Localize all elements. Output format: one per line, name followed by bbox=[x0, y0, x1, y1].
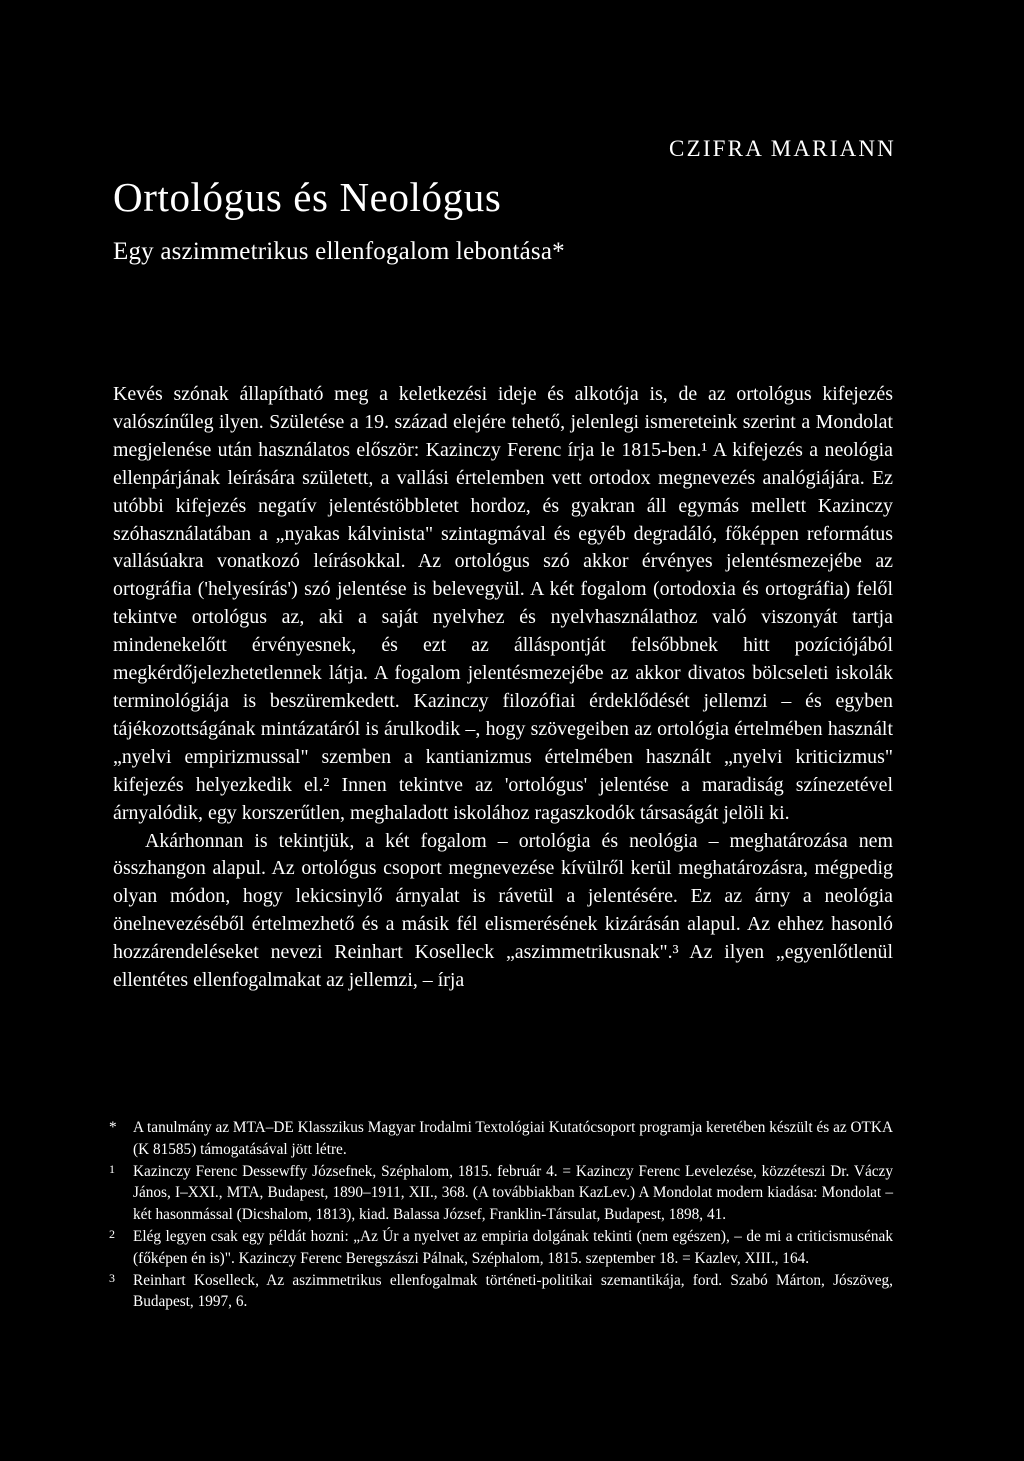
footnote-text: Reinhart Koselleck, Az aszimmetrikus ellenfogalmak történeti-politikai szemantikája, ford. Szabó Márton, Jószöveg, Budapest, 1997, 6. bbox=[133, 1271, 893, 1311]
footnote-item bbox=[109, 1161, 893, 1226]
footnote-mark: 1 bbox=[109, 1161, 115, 1176]
body-paragraph: Akárhonnan is tekintjük, a két fogalom – ortológia és neológia – meghatározása nem összhangon alapul. Az ortológus csoport megnevezése kívülről kerül meghatározásra, mégpedig olyan módon, hogy lekicsinylő árnyalat is rávetül a jelentésére. Ez az árny a neológia önelnevezéséből értelmezhető és a másik fél elismerésének kizárásán alapul. Az ehhez hasonló hozzárendeléseket nevezi Reinhart Koselleck „aszimmetrikusnak".³ Az ilyen „egyenlőtlenül ellentétes ellenfogalmakat az jellemzi, – írja bbox=[113, 829, 893, 992]
footnote-item bbox=[109, 1226, 893, 1270]
footnote-text: Elég legyen csak egy példát hozni: „Az Úr a nyelvet az empiria dolgának tekinti (nem egészen), – de mi a criticismusénak (főképen én is)". Kazinczy Ferenc Beregszászi Pálnak, Széphalom, 1815. szeptember 18. = Kazlev, XIII., 164. bbox=[133, 1227, 893, 1267]
footnote-item bbox=[109, 1117, 893, 1161]
article-body bbox=[113, 381, 893, 995]
body-paragraph: Kevés szónak állapítható meg a keletkezési ideje és alkotója is, de az ortológus kifejezés valószínűleg ilyen. Születése a 19. század elejére tehető, jelenlegi ismereteink szerint a Mondolat megjelenése után használatos először: Kazinczy Ferenc írja le 1815-ben.¹ A kifejezés a neológia ellenpárjának leírására született, a vallási értelemben vett ortodox megnevezés analógiájára. Ez utóbbi kifejezés negatív jelentéstöbbletet hordoz, és gyakran áll egymás mellett Kazinczy szóhasználatában a „nyakas kálvinista" szintagmával és egyéb degradáló, főképpen református vallásúakra vonatkozó leírásokkal. Az ortológus szó akkor érvényes jelentésmezejébe az ortográfia ('helyesírás') szó jelentése is belevegyül. A két fogalom (ortodoxia és ortográfia) felől tekintve ortológus az, aki a saját nyelvhez és nyelvhasználathoz való viszonyát tartja mindenekelőtt érvényesnek, és ezt az álláspontját felsőbbnek hitt pozíciójából megkérdőjelezhetetlennek látja. A fogalom jelentésmezejébe az akkor divatos bölcseleti iskolák terminológiája is beszüremkedett. Kazinczy filozófiai érdeklődését jellemzi – és egyben tájékozottságának mintázatáról is árulkodik –, hogy szövegeiben az ortológia értelmében használt „nyelvi empirizmussal" szemben a kantianizmus értelmében használt „nyelvi kriticizmus" kifejezés helyezkedik el.² Innen tekintve az 'ortológus' jelentése a maradiság színezetével árnyalódik, egy korszerűtlen, meghaladott iskolához ragaszkodók társaságát jelöli ki. bbox=[113, 383, 893, 824]
footnote-text: A tanulmány az MTA–DE Klasszikus Magyar Irodalmi Textológiai Kutatócsoport programja keretében készült és az OTKA (K 81585) támogatásával jött létre. bbox=[133, 1119, 893, 1158]
footnote-mark: * bbox=[109, 1119, 117, 1136]
author-name: CZIFRA MARIANN bbox=[669, 136, 896, 161]
footnote-item bbox=[109, 1270, 893, 1314]
footnote-mark: 2 bbox=[109, 1226, 115, 1241]
article-title: Ortológus és Neológus bbox=[113, 174, 502, 220]
footnote-mark: 3 bbox=[109, 1270, 115, 1285]
footnote-text: Kazinczy Ferenc Dessewffy Józsefnek, Széphalom, 1815. február 4. = Kazinczy Ferenc Levelezése, közzéteszi Dr. Váczy János, I–XXI., MTA, Budapest, 1890–1911, XII., 368. (A továbbiakban KazLev.) A Mondolat modern kiadása: Mondolat – két hasonmással (Dicshalom, 1813), kiad. Balassa József, Franklin-Társulat, Budapest, 1898, 41. bbox=[133, 1162, 893, 1224]
article-subtitle: Egy aszimmetrikus ellenfogalom lebontása* bbox=[113, 238, 565, 265]
footnotes bbox=[109, 1117, 893, 1313]
